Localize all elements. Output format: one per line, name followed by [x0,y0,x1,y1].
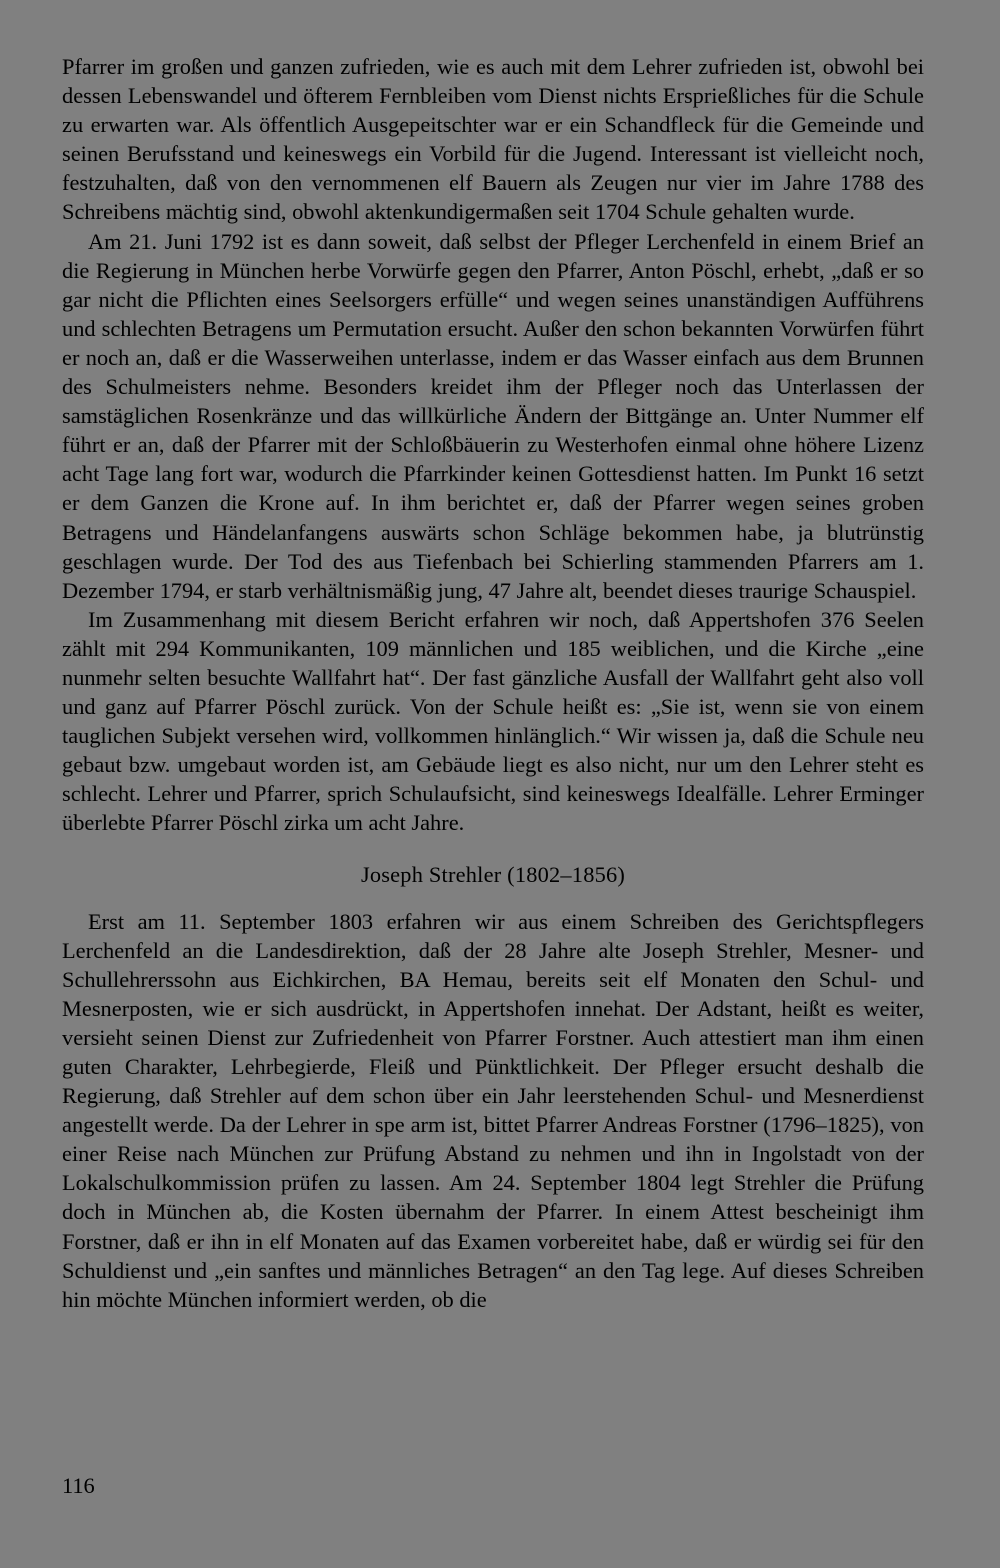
page-number: 116 [62,1473,95,1498]
section-heading: Joseph Strehler (1802–1856) [360,861,626,887]
paragraph-pfleger-complaint: Am 21. Juni 1792 ist es dann soweit, daß selbst der Pfleger Lerchenfeld in einem Brief an die Regierung in München herbe Vorwürfe gegen den Pfarrer, Anton Pöschl, erhebt, „daß er so gar nicht die Pflichten eines Seelsorgers erfülle“ und wegen seines unanständigen Aufführens und schlechten Betragens um Permutation ersucht. Außer den schon bekannten Vorwürfen führt er noch an, daß er die Wasserweihen unterlasse, indem er das Wasser einfach aus dem Brunnen des Schulmeisters nehme. Besonders kreidet ihm der Pfleger noch das Unterlassen der samstäglichen Rosenkränze und das willkürliche Ändern der Bittgänge an. Unter Nummer elf führt er an, daß der Pfarrer mit der Schloßbäuerin zu Westerhofen einmal ohne höhere Lizenz acht Tage lang fort war, wodurch die Pfarrkinder keinen Gottesdienst hatten. Im Punkt 16 setzt er dem Ganzen die Krone auf. In ihm berichtet er, daß der Pfarrer wegen seines groben Betragens und Händelanfangens auswärts schon Schläge bekommen habe, ja blutrünstig geschlagen wurde. Der Tod des aus Tiefenbach bei Schierling stammenden Pfarrers am 1. Dezember 1794, er starb verhältnismäßig jung, 47 Jahre alt, beendet dieses traurige Schauspiel. [62,228,924,603]
paragraph-continuation: Pfarrer im großen und ganzen zufrieden, wie es auch mit dem Lehrer zufrieden ist, obwohl bei dessen Lebenswandel und öfterem Fernbleiben vom Dienst nichts Ersprießliches für die Schule zu erwarten war. Als öffentlich Ausgepeitschter war er ein Schandfleck für die Gemeinde und seinen Berufsstand und keineswegs ein Vorbild für die Jugend. Interessant ist vielleicht noch, festzuhalten, daß von den vernommenen elf Bauern als Zeugen nur vier im Jahre 1788 des Schreibens mächtig sind, obwohl aktenkundigermaßen seit 1704 Schule gehalten wurde. [62,54,924,225]
paragraph-parish-statistics: Im Zusammenhang mit diesem Bericht erfahren wir noch, daß Appertshofen 376 Seelen zählt mit 294 Kommunikanten, 109 männlichen und 185 weiblichen, und die Kirche „eine nunmehr selten besuchte Wallfahrt hat“. Der fast gänzliche Ausfall der Wallfahrt geht also voll und ganz auf Pfarrer Pöschl zurück. Von der Schule heißt es: „Sie ist, wenn sie von einem tauglichen Subjekt versehen wird, vollkommen hinlänglich.“ Wir wissen ja, daß die Schule neu gebaut bzw. umgebaut worden ist, am Gebäude liegt es also nicht, nur um den Lehrer steht es schlecht. Lehrer und Pfarrer, sprich Schulaufsicht, sind keineswegs Idealfälle. Lehrer Erminger überlebte Pfarrer Pöschl zirka um acht Jahre. [62,606,924,836]
page-text-body [62,52,924,1314]
paragraph-strehler: Erst am 11. September 1803 erfahren wir aus einem Schreiben des Gerichtspflegers Lerchenfeld an die Landesdirektion, daß der 28 Jahre alte Joseph Strehler, Mesner- und Schullehrerssohn aus Eichkirchen, BA Hemau, bereits seit elf Monaten den Schul- und Mesnerposten, wie er sich ausdrückt, in Appertshofen innehat. Der Adstant, heißt es weiter, versieht seinen Dienst zur Zufriedenheit von Pfarrer Forstner. Auch attestiert man ihm einen guten Charakter, Lehrbegierde, Fleiß und Pünktlichkeit. Der Pfleger ersucht deshalb die Regierung, daß Strehler auf dem schon über ein Jahr leerstehenden Schul- und Mesnerdienst angestellt werde. Da der Lehrer in spe arm ist, bittet Pfarrer Andreas Forstner (1796–1825), von einer Reise nach München zur Prüfung Abstand zu nehmen und ihn in Ingolstadt von der Lokalschulkommission prüfen zu lassen. Am 24. September 1804 legt Strehler die Prüfung doch in München ab, die Kosten übernahm der Pfarrer. In einem Attest bescheinigt ihm Forstner, daß er ihn in elf Monaten auf das Examen vorbereitet habe, daß er würdig sei für den Schuldienst und „ein sanftes und männliches Betragen“ an den Tag lege. Auf dieses Schreiben hin möchte München informiert werden, ob die [62,908,924,1312]
